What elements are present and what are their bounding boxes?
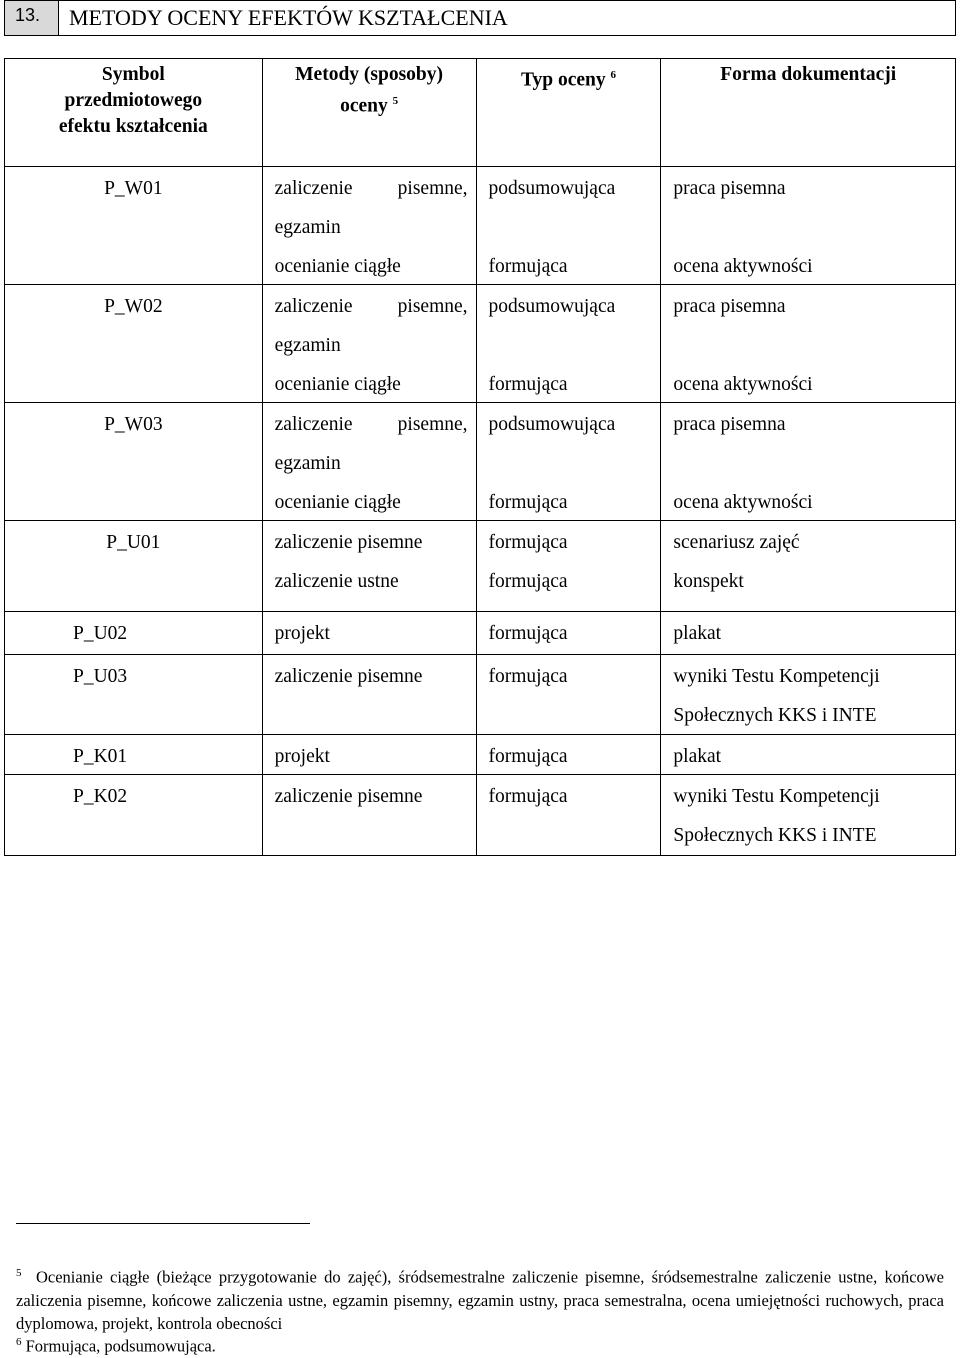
- cell-type: podsumowująca: [488, 178, 616, 199]
- cell-type: formująca: [488, 492, 568, 513]
- header-methods: Metody (sposoby) oceny $^5$: [262, 59, 476, 167]
- cell-type: formująca: [488, 374, 568, 395]
- table-row: [5, 521, 956, 612]
- cell-type: formująca: [488, 256, 568, 277]
- cell-documentation: konspekt: [673, 571, 744, 592]
- cell-symbol: P_K01: [73, 746, 128, 767]
- table-row: [5, 167, 956, 285]
- cell-documentation: plakat: [673, 746, 722, 767]
- cell-method: zaliczenie pisemne,: [274, 414, 468, 435]
- cell-symbol: P_K02: [73, 786, 128, 807]
- cell-type: formująca: [488, 623, 568, 644]
- footnote-separator: [16, 1223, 310, 1224]
- cell-type: formująca: [488, 746, 568, 767]
- section-title: METODY OCENY EFEKTÓW KSZTAŁCENIA: [58, 0, 956, 36]
- assessment-methods-table: [4, 58, 956, 856]
- table-row: [5, 775, 956, 856]
- footnote-ref: 5: [392, 95, 399, 107]
- cell-symbol: P_W01: [104, 178, 163, 199]
- cell-type: podsumowująca: [488, 414, 616, 435]
- cell-documentation: ocena aktywności: [673, 256, 813, 277]
- cell-type: podsumowująca: [488, 296, 616, 317]
- cell-documentation: ocena aktywności: [673, 374, 813, 395]
- cell-symbol: P_U03: [73, 666, 128, 687]
- cell-method: projekt: [274, 746, 330, 767]
- cell-type: formująca: [488, 532, 568, 553]
- footnote-5: $^5$ Ocenianie ciągłe (bieżące przygotowanie do zajęć), śródsemestralne zaliczenie pisemne, śródsemestralne zaliczenie ustne, końcowe zaliczenia pisemne, końcowe zaliczenia ustne, egzamin pisemny, egzamin ustny, praca semestralna, ocena umiejętności ruchowych, praca dyplomowa, projekt, kontrola obecności: [16, 1267, 945, 1333]
- cell-method: ocenianie ciągłe: [274, 256, 401, 277]
- table-row: [5, 403, 956, 521]
- cell-method: zaliczenie pisemne,: [274, 296, 468, 317]
- cell-method: projekt: [274, 623, 330, 644]
- cell-symbol: P_U01: [106, 532, 161, 553]
- table-row: [5, 655, 956, 735]
- cell-documentation: plakat: [673, 623, 722, 644]
- cell-symbol: P_W03: [104, 414, 163, 435]
- section-number: 13.: [4, 0, 58, 36]
- cell-documentation: Społecznych KKS i INTE: [673, 825, 877, 846]
- cell-documentation: praca pisemna: [673, 178, 786, 199]
- header-symbol: Symbol przedmiotowego efektu kształcenia: [5, 59, 263, 167]
- footnote-number: 6: [16, 1336, 22, 1348]
- cell-symbol: P_U02: [73, 623, 128, 644]
- cell-type: formująca: [488, 786, 568, 807]
- cell-method: egzamin: [274, 335, 341, 356]
- cell-documentation: wyniki Testu Kompetencji: [673, 786, 880, 807]
- cell-type: formująca: [488, 666, 568, 687]
- cell-method: ocenianie ciągłe: [274, 492, 401, 513]
- footnote-number: 5: [16, 1267, 22, 1279]
- cell-method: egzamin: [274, 217, 341, 238]
- cell-documentation: Społecznych KKS i INTE: [673, 705, 877, 726]
- table-header-row: [5, 59, 956, 167]
- cell-method: zaliczenie pisemne: [274, 532, 423, 553]
- footnote-6: $^6$ Formująca, podsumowująca.: [16, 1336, 216, 1356]
- table-row: [5, 735, 956, 775]
- cell-method: zaliczenie pisemne,: [274, 178, 468, 199]
- header-type: Typ oceny $^6$: [476, 59, 661, 167]
- cell-method: egzamin: [274, 453, 341, 474]
- section-header: [4, 0, 956, 38]
- cell-documentation: scenariusz zajęć: [673, 532, 800, 553]
- cell-type: formująca: [488, 571, 568, 592]
- cell-method: zaliczenie ustne: [274, 571, 399, 592]
- cell-documentation: praca pisemna: [673, 296, 786, 317]
- cell-documentation: wyniki Testu Kompetencji: [673, 666, 880, 687]
- table-row: [5, 285, 956, 403]
- cell-method: zaliczenie pisemne: [274, 666, 423, 687]
- cell-documentation: ocena aktywności: [673, 492, 813, 513]
- table-row: [5, 612, 956, 655]
- footnote-ref: 6: [610, 69, 616, 81]
- cell-method: ocenianie ciągłe: [274, 374, 401, 395]
- cell-method: zaliczenie pisemne: [274, 786, 423, 807]
- cell-symbol: P_W02: [104, 296, 163, 317]
- cell-documentation: praca pisemna: [673, 414, 786, 435]
- header-documentation: Forma dokumentacji: [661, 59, 956, 167]
